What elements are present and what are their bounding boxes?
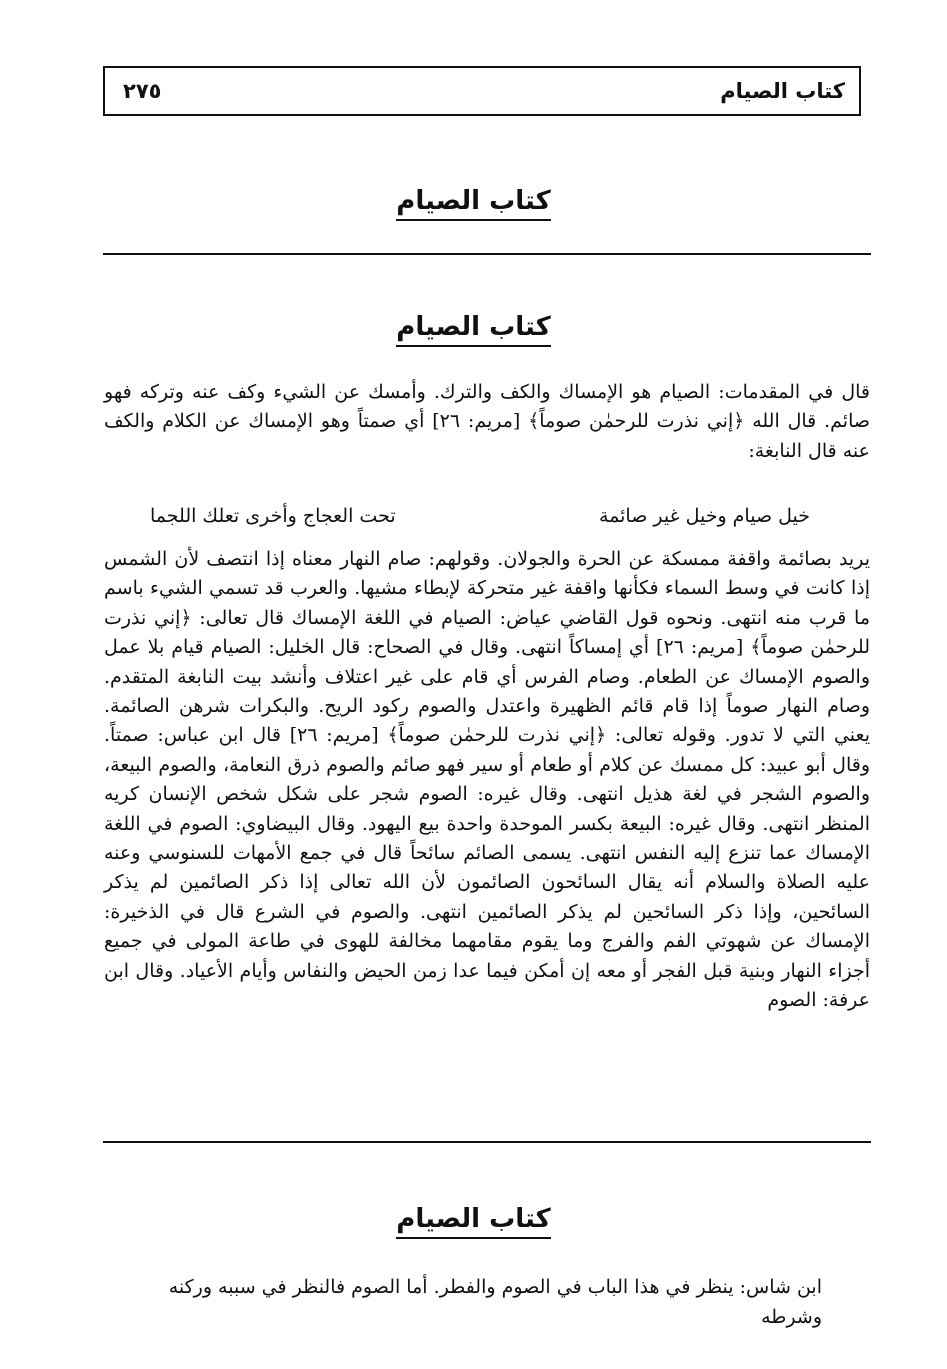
running-header — [103, 66, 861, 116]
divider-rule-1 — [103, 253, 871, 255]
page-number: ٢٧٥ — [123, 79, 162, 103]
divider-rule-2 — [103, 1141, 871, 1143]
chapter-title-3-text: كتاب الصيام — [396, 1204, 550, 1239]
chapter-title-3 — [0, 1204, 947, 1239]
paragraph-bottom: ابن شاس: ينظر في هذا الباب في الصوم والفطر. أما الصوم فالنظر في سببه وركنه وشرطه — [168, 1276, 822, 1328]
paragraph-intro: قال في المقدمات: الصيام هو الإمساك والكف والترك. وأمسك عن الشيء وكف عنه وتركه فهو صائم. قال الله ﴿إني نذرت للرحمٰن صوماً﴾ [مريم: ٢٦] أي صمتاً وهو الإمساك عن الكلام والكف عنه قال النابغة: — [104, 381, 870, 462]
paragraph-main: يريد بصائمة واقفة ممسكة عن الحرة والجولان. وقولهم: صام النهار معناه إذا انتصف لأن الشمس إذا كانت في وسط السماء فكأنها واقفة غير متحركة لإبطاء مشيها. والعرب قد تسمي الشيء باسم ما قرب منه انتهى. ونحوه قول القاضي عياض: الصيام في اللغة الإمساك قال تعالى: ﴿إني نذرت للرحمٰن صوماً﴾ [مريم: ٢٦] أي إمساكاً انتهى. وقال في الصحاح: قال الخليل: الصيام قيام بلا عمل والصوم الإمساك عن الطعام. وصام الفرس أي قام على غير اعتلاف وأنشد بيت النابغة المتقدم. وصام النهار صوماً إذا قام قائم الظهيرة واعتدل والصوم ركود الريح. والبكرات شرهن الصائمة. يعني التي لا تدور. وقوله تعالى: ﴿إني نذرت للرحمٰن صوماً﴾ [مريم: ٢٦] قال ابن عباس: صمتاً. وقال أبو عبيد: كل ممسك عن كلام أو طعام أو سير فهو صائم والصوم ذرق النعامة، والصوم البيعة، والصوم الشجر في لغة هذيل انتهى. وقال غيره: الصوم شجر على شكل شخص الإنسان كريه المنظر انتهى. وقال غيره: البيعة بكسر الموحدة واحدة بيع اليهود. وقال البيضاوي: الصوم في اللغة الإمساك عما تنزع إليه النفس انتهى. يسمى الصائم سائحاً قال في جمع الأمهات للسنوسي وعنه عليه الصلاة والسلام أنه يقال السائحون الصائمون لأن الله تعالى إذا ذكر الصائمين لم يذكر السائحين، وإذا ذكر السائحين لم يذكر الصائمين انتهى. والصوم في الشرع قال في الذخيرة: الإمساك عن شهوتي الفم والفرج وما يقوم مقامهما مخالفة للهوى في طاعة المولى في جميع أجزاء النهار وبنية قبل الفجر أو معه إن أمكن فيما عدا زمن الحيض والنفاس وأيام الأعياد. وقال ابن عرفة: الصوم — [104, 548, 870, 1012]
running-header-title: كتاب الصيام — [720, 79, 845, 103]
chapter-title-1-text: كتاب الصيام — [396, 186, 550, 221]
chapter-title-2 — [0, 312, 947, 347]
verse-first-hemistich: خيل صيام وخيل غير صائمة — [598, 505, 810, 527]
chapter-title-2-text: كتاب الصيام — [396, 312, 550, 347]
verse-second-hemistich: تحت العجاج وأخرى تعلك اللجما — [150, 505, 396, 527]
poetry-verse — [150, 500, 810, 532]
chapter-title-1 — [0, 186, 947, 221]
